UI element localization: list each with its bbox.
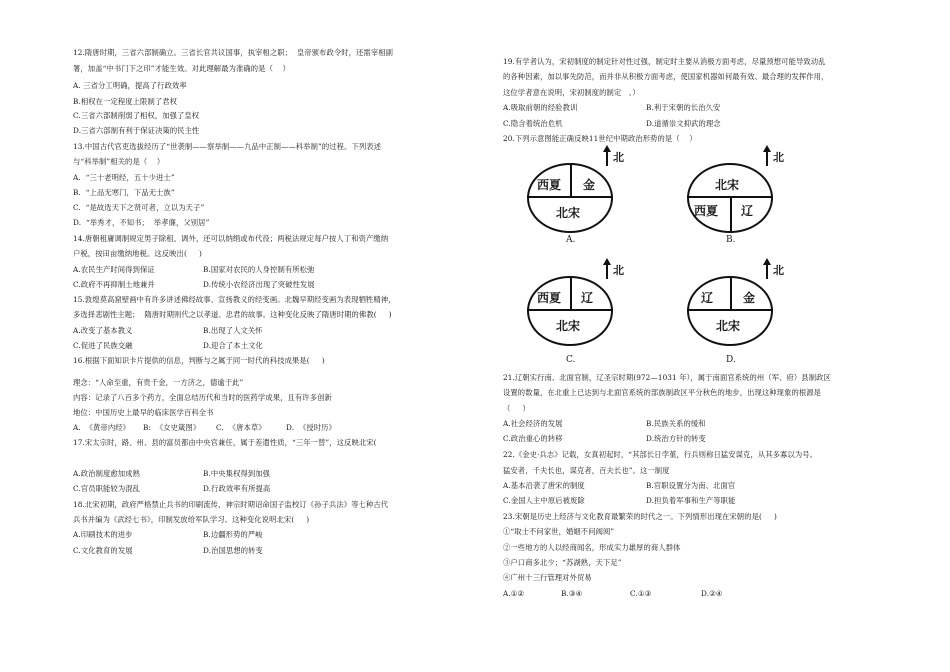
q21-stem-line3: （ ） [503,404,530,413]
north-arrow-shaft [766,265,768,279]
q13-option-c: C. “是故选天下之贤可者，立以为天子” [73,203,205,212]
q19-stem-line2: 的各种因素，加以事先防范，而并非从积极方面考虑，使国家机器如何最有效、最合理的发挥作用， [503,72,829,81]
map-caption: C. [566,355,576,365]
map-label-liao: 辽 [581,291,594,305]
q14-stem-line1: 14.唐朝租庸调制规定男子除租、调外，还可以纳绢或布代役；两税法规定每户按人丁和资产缴纳 [73,234,389,243]
north-arrow-icon [763,145,771,152]
map-label-beisong: 北宋 [556,319,581,333]
q17-option-c: C.官员职能较为混乱 [73,484,141,493]
q18-stem-line2: 兵书并编为《武经七书》，印制发放给军队学习。这种变化说明北宋( ) [73,515,310,524]
q15-stem-line1: 15.敦煌莫高窟壁画中有许多讲述佛经故事、宣扬教义的经变画。北魏早期经变画为表现牺牲精神， [73,295,396,304]
q14-option-d: D.传统小农经济出现了突破性发展 [203,280,315,289]
map-label-xixia: 西夏 [537,291,562,305]
q15-option-a: A.改变了基本教义 [73,326,133,335]
map-label-jin: 金 [583,178,596,192]
q21-option-a: A.社会经济的发展 [503,419,563,428]
q12-option-a: A. 三省分工明确，提高了行政效率 [73,81,187,90]
map-label-jin: 金 [743,291,756,305]
q15-option-c: C.促进了民族交融 [73,341,133,350]
map-divider-vertical [570,276,572,309]
map-divider-vertical [570,163,572,196]
q23-option-d: D.②④ [701,589,723,598]
q20-stem: 20.下列示意图能正确反映11世纪中期政治形势的是（ ） [503,134,697,143]
map-divider-horizontal [527,196,613,198]
map-label-beisong: 北宋 [715,178,740,192]
q13-stem-line2: 与“科举制”相关的是（ ） [73,157,165,166]
q12-option-c: C.三省六部制削弱了相权，加强了皇权 [73,111,200,120]
q22-option-c: C.金国人主中原后被废除 [503,496,585,505]
q18-option-c: C.文化教育的发展 [73,546,133,555]
q22-stem-line1: 22.《金史·兵志》记载，女真初起时，“其部长日孛堇，行兵则称日猛安谋克，从其多寡以为号。 [503,450,818,459]
map-b [683,143,803,248]
q16-card-concept: 理念：“人命至重，有贵千金，一方济之，德逾于此” [73,378,244,387]
q22-option-b: B.官职设置分为南、北面官 [646,481,736,490]
north-label: 北 [773,264,784,277]
map-c [523,256,643,368]
q17-option-a: A.政治制度愈加成熟 [73,469,140,478]
map-divider-horizontal [527,309,613,311]
q14-stem-line2: 户税，按田亩缴纳地税。这反映出( ) [73,249,202,258]
map-caption: D. [726,355,736,365]
q21-option-c: C.政治重心的转移 [503,434,563,443]
q16-option-a: A. 《黄帝内经》 [73,423,131,432]
q12-option-d: D.三省六部制有利于保证决策的民主性 [73,126,200,135]
q18-option-d: D.治国思想的转变 [203,546,263,555]
q16-option-c: C. 《唐本草》 [216,423,266,432]
q17-stem: 17.宋太宗时，路、州、县的富员都由中央官兼任，属于差遣性质，“三年一替”，这反映北宋( [73,438,377,447]
q21-option-d: D.统治方针的转变 [646,434,706,443]
q12-stem-line1: 12.隋唐时期，三省六部制确立。三省长官共议国事，执宰相之职； 皇帝颁布政令时，还需宰相副 [73,48,394,57]
q16-stem: 16.根据下面知识卡片提供的信息，判断与之属于同一时代的科技成果是( ) [73,356,325,365]
north-label: 北 [773,151,784,164]
north-arrow-icon [603,145,611,152]
q23-option-b: B.③④ [561,589,583,598]
q18-stem-line1: 18.北宋初期，政府严格禁止兵书的印刷流传，神宗时期诏命国子监校订《孙子兵法》等七种古代 [73,500,389,509]
q23-option-c: C.①③ [630,589,652,598]
north-arrow-icon [603,258,611,265]
q22-option-d: D.担负着军事和生产等职能 [646,496,736,505]
map-divider-horizontal [687,309,773,311]
q21-stem-line2: 设置的数量，在北重上已达到与北面官系统的部族制政区平分秋色的地步，出现这种现象的根源是 [503,388,822,397]
q23-item-2: ②一些地方的人以经商闻名，形成实力雄厚的商人群体 [503,543,681,552]
map-label-xixia: 西夏 [694,204,719,218]
q12-stem-line2: 署，加盖“中书门下之印”才能生效。对此理解最为准确的是（ ） [73,64,291,73]
q17-option-d: D.行政效率有所提高 [203,484,271,493]
map-label-liao: 辽 [701,291,714,305]
north-arrow-shaft [606,152,608,166]
north-label: 北 [613,264,624,277]
q14-option-c: C.政府不再抑制土地兼并 [73,280,155,289]
q19-option-b: B.利于宋朝的长治久安 [646,103,721,112]
north-label: 北 [613,151,624,164]
map-divider-vertical [730,196,732,233]
map-caption: A. [566,235,576,245]
north-arrow-shaft [606,265,608,279]
q22-option-a: A.基本沿袭了唐宋的制度 [503,481,585,490]
map-divider-vertical [730,276,732,309]
north-arrow-icon [763,258,771,265]
map-d [683,256,803,368]
q15-option-d: D.迎合了本土文化 [203,341,263,350]
q16-card-content: 内容：记录了八百多个药方，全面总结历代和当时的医药学成果，且有许多创新 [73,393,332,402]
north-arrow-shaft [766,152,768,166]
q16-option-b: B: 《女史箴图》 [143,423,201,432]
q15-stem-line2: 多选择悲剧性主题； 隋唐时期则代之以孝道、忠君的故事。这种变化反映了隋唐时期的佛教( ) [73,310,392,319]
q13-stem-line1: 13.中国古代官吏选拔经历了“世袭制——察举制——九品中正制——科举制”的过程。下列表述 [73,142,382,151]
q21-option-b: B.民族关系的缓和 [646,419,706,428]
q16-card-status: 地位：中国历史上最早的临床医学百科全书 [73,408,214,417]
map-label-xixia: 西夏 [537,178,562,192]
q23-stem: 23.宋朝是历史上经济与文化教育最繁荣的时代之一。下列情形出现在宋朝的是( ) [503,512,777,521]
q23-item-4: ④广州十三行管理对外贸易 [503,573,592,582]
q21-stem-line1: 21.辽朝实行南、北面官制，辽圣宗时期(972—1031 年），属于南面官系统的州（军、府）县制政区 [503,373,831,382]
map-a [523,143,643,248]
q13-option-d: D. “举秀才，不知书； 举孝廉，父别居” [73,218,210,227]
q19-option-a: A.吸取前朝的经验教训 [503,103,578,112]
q15-option-b: B.出现了人文关怀 [203,326,263,335]
q22-stem-line2: 猛安者，千夫长也，谋克者，百夫长也”。这一制度 [503,466,670,475]
map-label-beisong: 北宋 [556,206,581,220]
map-label-beisong: 北宋 [716,319,741,333]
q17-option-b: B.中央集权得到加强 [203,469,271,478]
q16-option-d: D. 《授时历》 [286,423,336,432]
q23-item-1: ①“取士不问家世，婚姻不问阀阅” [503,527,615,536]
q19-option-c: C.隐含着统治危机 [503,119,563,128]
q19-option-d: D.道循崇文抑武的理念 [646,119,721,128]
q14-option-a: A.农民生产时间得到保证 [73,265,155,274]
q19-stem-line3: 这位学者意在说明，宋初制度的制定 、） [503,88,640,97]
q23-item-3: ③户口商多北少；“苏湖熟，天下足” [503,558,622,567]
q19-stem-line1: 19.有学者认为，宋初制度的制定针对性过强，制定时主要从消极方面考虑，尽量预想可能导致动乱 [503,57,826,66]
map-caption: B. [726,235,736,245]
q14-option-b: B.国家对农民的人身控制有所松弛 [203,265,315,274]
map-label-liao: 辽 [741,204,754,218]
q23-option-a: A.①② [503,589,525,598]
q12-option-b: B.相权在一定程度上限制了君权 [73,97,178,106]
q13-option-b: B. “上品无寒门，下品无士族” [73,188,175,197]
q18-option-b: B.边疆形势的严峻 [203,530,263,539]
q13-option-a: A. “三十老明经，五十少进士” [73,173,175,182]
q18-option-a: A.印刷技术的进步 [73,530,133,539]
